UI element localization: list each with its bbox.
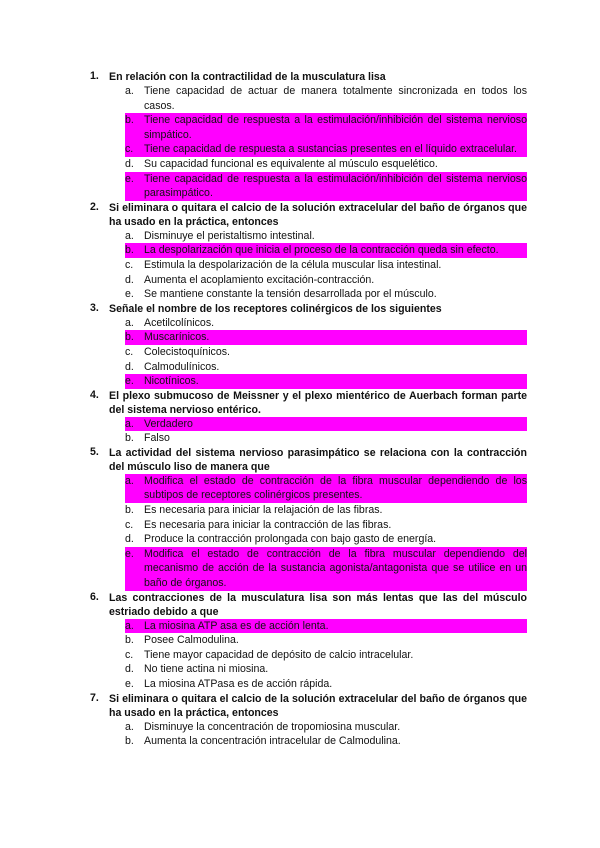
question-3 xyxy=(90,302,527,389)
answer-option xyxy=(125,157,527,172)
highlighted-option-text: Tiene capacidad de respuesta a la estimulación/inhibición del sistema nervioso simpático. xyxy=(144,114,527,141)
highlighted-option-text: La miosina ATP asa es de acción lenta. xyxy=(144,619,329,632)
option-letter: e. xyxy=(125,678,134,690)
answer-option xyxy=(125,619,527,634)
option-list xyxy=(125,84,527,201)
option-text: Estimula la despolarización de la célula muscular lisa intestinal. xyxy=(144,258,442,271)
option-list xyxy=(125,619,527,692)
option-letter: b. xyxy=(125,504,134,517)
option-letter: b. xyxy=(125,735,134,748)
option-text: Se mantiene constante la tensión desarrollada por el músculo. xyxy=(144,288,437,301)
question-4 xyxy=(90,389,527,446)
answer-option xyxy=(125,84,527,113)
option-letter: a. xyxy=(125,417,134,430)
question-7 xyxy=(90,692,527,749)
answer-option xyxy=(125,374,527,389)
option-letter: a. xyxy=(125,474,134,487)
answer-option xyxy=(125,345,527,360)
answer-option xyxy=(125,360,527,375)
option-letter: d. xyxy=(125,360,134,373)
highlighted-option-text: Nicotínicos. xyxy=(144,375,199,388)
option-letter: c. xyxy=(125,345,134,358)
option-letter: a. xyxy=(125,85,134,97)
option-text: La miosina ATPasa es de acción rápida. xyxy=(144,678,333,690)
option-letter: c. xyxy=(125,648,134,661)
option-text: Disminuye el peristaltismo intestinal. xyxy=(144,229,315,242)
question-5 xyxy=(90,446,527,591)
question-number: 3. xyxy=(90,301,99,314)
option-letter: b. xyxy=(125,331,134,344)
option-list xyxy=(125,229,527,302)
question-number: 7. xyxy=(90,691,99,704)
answer-option xyxy=(125,431,527,446)
answer-option xyxy=(125,330,527,345)
option-letter: c. xyxy=(125,258,134,271)
question-number: 2. xyxy=(90,200,99,213)
option-letter: a. xyxy=(125,229,134,242)
answer-option xyxy=(125,474,527,503)
answer-option xyxy=(125,113,527,142)
answer-option xyxy=(125,648,527,663)
answer-option xyxy=(125,677,527,692)
option-letter: b. xyxy=(125,634,134,647)
option-list xyxy=(125,316,527,389)
question-text: Si eliminara o quitara el calcio de la solución extracelular del baño de órganos que ha usado en la práctica, entonces xyxy=(109,201,527,228)
option-text: Es necesaria para iniciar la contracción de las fibras. xyxy=(144,518,392,531)
question-text: En relación con la contractilidad de la musculatura lisa xyxy=(109,71,386,83)
option-letter: e. xyxy=(125,547,134,560)
option-letter: e. xyxy=(125,288,134,301)
highlighted-option-text: Verdadero xyxy=(144,417,193,430)
question-number: 1. xyxy=(90,70,99,82)
option-text: Posee Calmodulina. xyxy=(144,634,239,647)
answer-option xyxy=(125,662,527,677)
highlighted-option-text: La despolarización que inicia el proceso de la contracción queda sin efecto. xyxy=(144,244,499,257)
question-1 xyxy=(90,70,527,201)
option-text: Es necesaria para iniciar la relajación de las fibras. xyxy=(144,504,383,517)
answer-option xyxy=(125,532,527,547)
option-text: Tiene mayor capacidad de depósito de calcio intracelular. xyxy=(144,648,414,661)
highlighted-option-text: Tiene capacidad de respuesta a sustancias presentes en el líquido extracelular. xyxy=(144,143,517,156)
option-letter: a. xyxy=(125,316,134,329)
option-text: Produce la contracción prolongada con bajo gasto de energía. xyxy=(144,533,437,546)
option-letter: a. xyxy=(125,619,134,632)
option-text: Tiene capacidad de actuar de manera totalmente sincronizada en todos los casos. xyxy=(144,85,527,112)
highlighted-option-text: Muscarínicos. xyxy=(144,331,210,344)
question-6 xyxy=(90,591,527,692)
highlighted-option-text: Modifica el estado de contracción de la fibra muscular dependiendo del mecanismo de acción de la sustancia agonista/antagonista que se utilice en un baño de órganos. xyxy=(144,547,527,590)
option-letter: e. xyxy=(125,375,134,388)
option-list xyxy=(125,720,527,749)
option-letter: c. xyxy=(125,143,134,156)
option-letter: b. xyxy=(125,432,134,445)
answer-option xyxy=(125,287,527,302)
highlighted-option-text: Modifica el estado de contracción de la fibra muscular dependiendo de los subtipos de receptores colinérgicos presentes. xyxy=(144,474,527,502)
option-letter: d. xyxy=(125,157,134,170)
answer-option xyxy=(125,518,527,533)
question-text: El plexo submucoso de Meissner y el plexo mientérico de Auerbach forman parte del sistema nervioso entérico. xyxy=(109,389,527,416)
option-text: Colecistoquínicos. xyxy=(144,345,230,358)
option-letter: b. xyxy=(125,114,134,127)
answer-option xyxy=(125,633,527,648)
option-list xyxy=(125,474,527,591)
option-text: Aumenta la concentración intracelular de Calmodulina. xyxy=(144,735,401,748)
option-letter: c. xyxy=(125,518,134,531)
answer-option xyxy=(125,547,527,591)
answer-option xyxy=(125,142,527,157)
option-text: Acetilcolínicos. xyxy=(144,316,215,329)
option-text: No tiene actina ni miosina. xyxy=(144,663,269,676)
answer-option xyxy=(125,316,527,331)
option-text: Disminuye la concentración de tropomiosina muscular. xyxy=(144,720,401,733)
answer-option xyxy=(125,172,527,201)
option-text: Calmodulínicos. xyxy=(144,360,220,373)
option-text: Falso xyxy=(144,432,170,445)
question-number: 4. xyxy=(90,388,99,401)
option-letter: a. xyxy=(125,720,134,733)
highlighted-option-text: Tiene capacidad de respuesta a la estimulación/inhibición del sistema nervioso parasimpático. xyxy=(144,172,527,200)
question-text: La actividad del sistema nervioso parasimpático se relaciona con la contracción del músculo liso de manera que xyxy=(109,446,527,473)
question-text: Las contracciones de la musculatura lisa son más lentas que las del músculo estriado debido a que xyxy=(109,591,527,618)
question-list xyxy=(90,70,527,749)
answer-option xyxy=(125,720,527,735)
answer-option xyxy=(125,417,527,432)
answer-option xyxy=(125,243,527,258)
answer-option xyxy=(125,273,527,288)
option-letter: d. xyxy=(125,273,134,286)
option-letter: d. xyxy=(125,533,134,546)
answer-option xyxy=(125,229,527,244)
question-text: Si eliminara o quitara el calcio de la solución extracelular del baño de órganos que ha usado en la práctica, entonces xyxy=(109,692,527,719)
question-number: 6. xyxy=(90,590,99,603)
question-2 xyxy=(90,201,527,302)
option-letter: b. xyxy=(125,244,134,257)
question-text: Señale el nombre de los receptores colinérgicos de los siguientes xyxy=(109,302,442,315)
answer-option xyxy=(125,734,527,749)
option-text: Su capacidad funcional es equivalente al músculo esquelético. xyxy=(144,157,438,170)
option-letter: e. xyxy=(125,172,134,185)
answer-option xyxy=(125,503,527,518)
option-text: Aumenta el acoplamiento excitación-contracción. xyxy=(144,273,375,286)
answer-option xyxy=(125,258,527,273)
option-letter: d. xyxy=(125,663,134,676)
question-number: 5. xyxy=(90,445,99,458)
option-list xyxy=(125,417,527,446)
